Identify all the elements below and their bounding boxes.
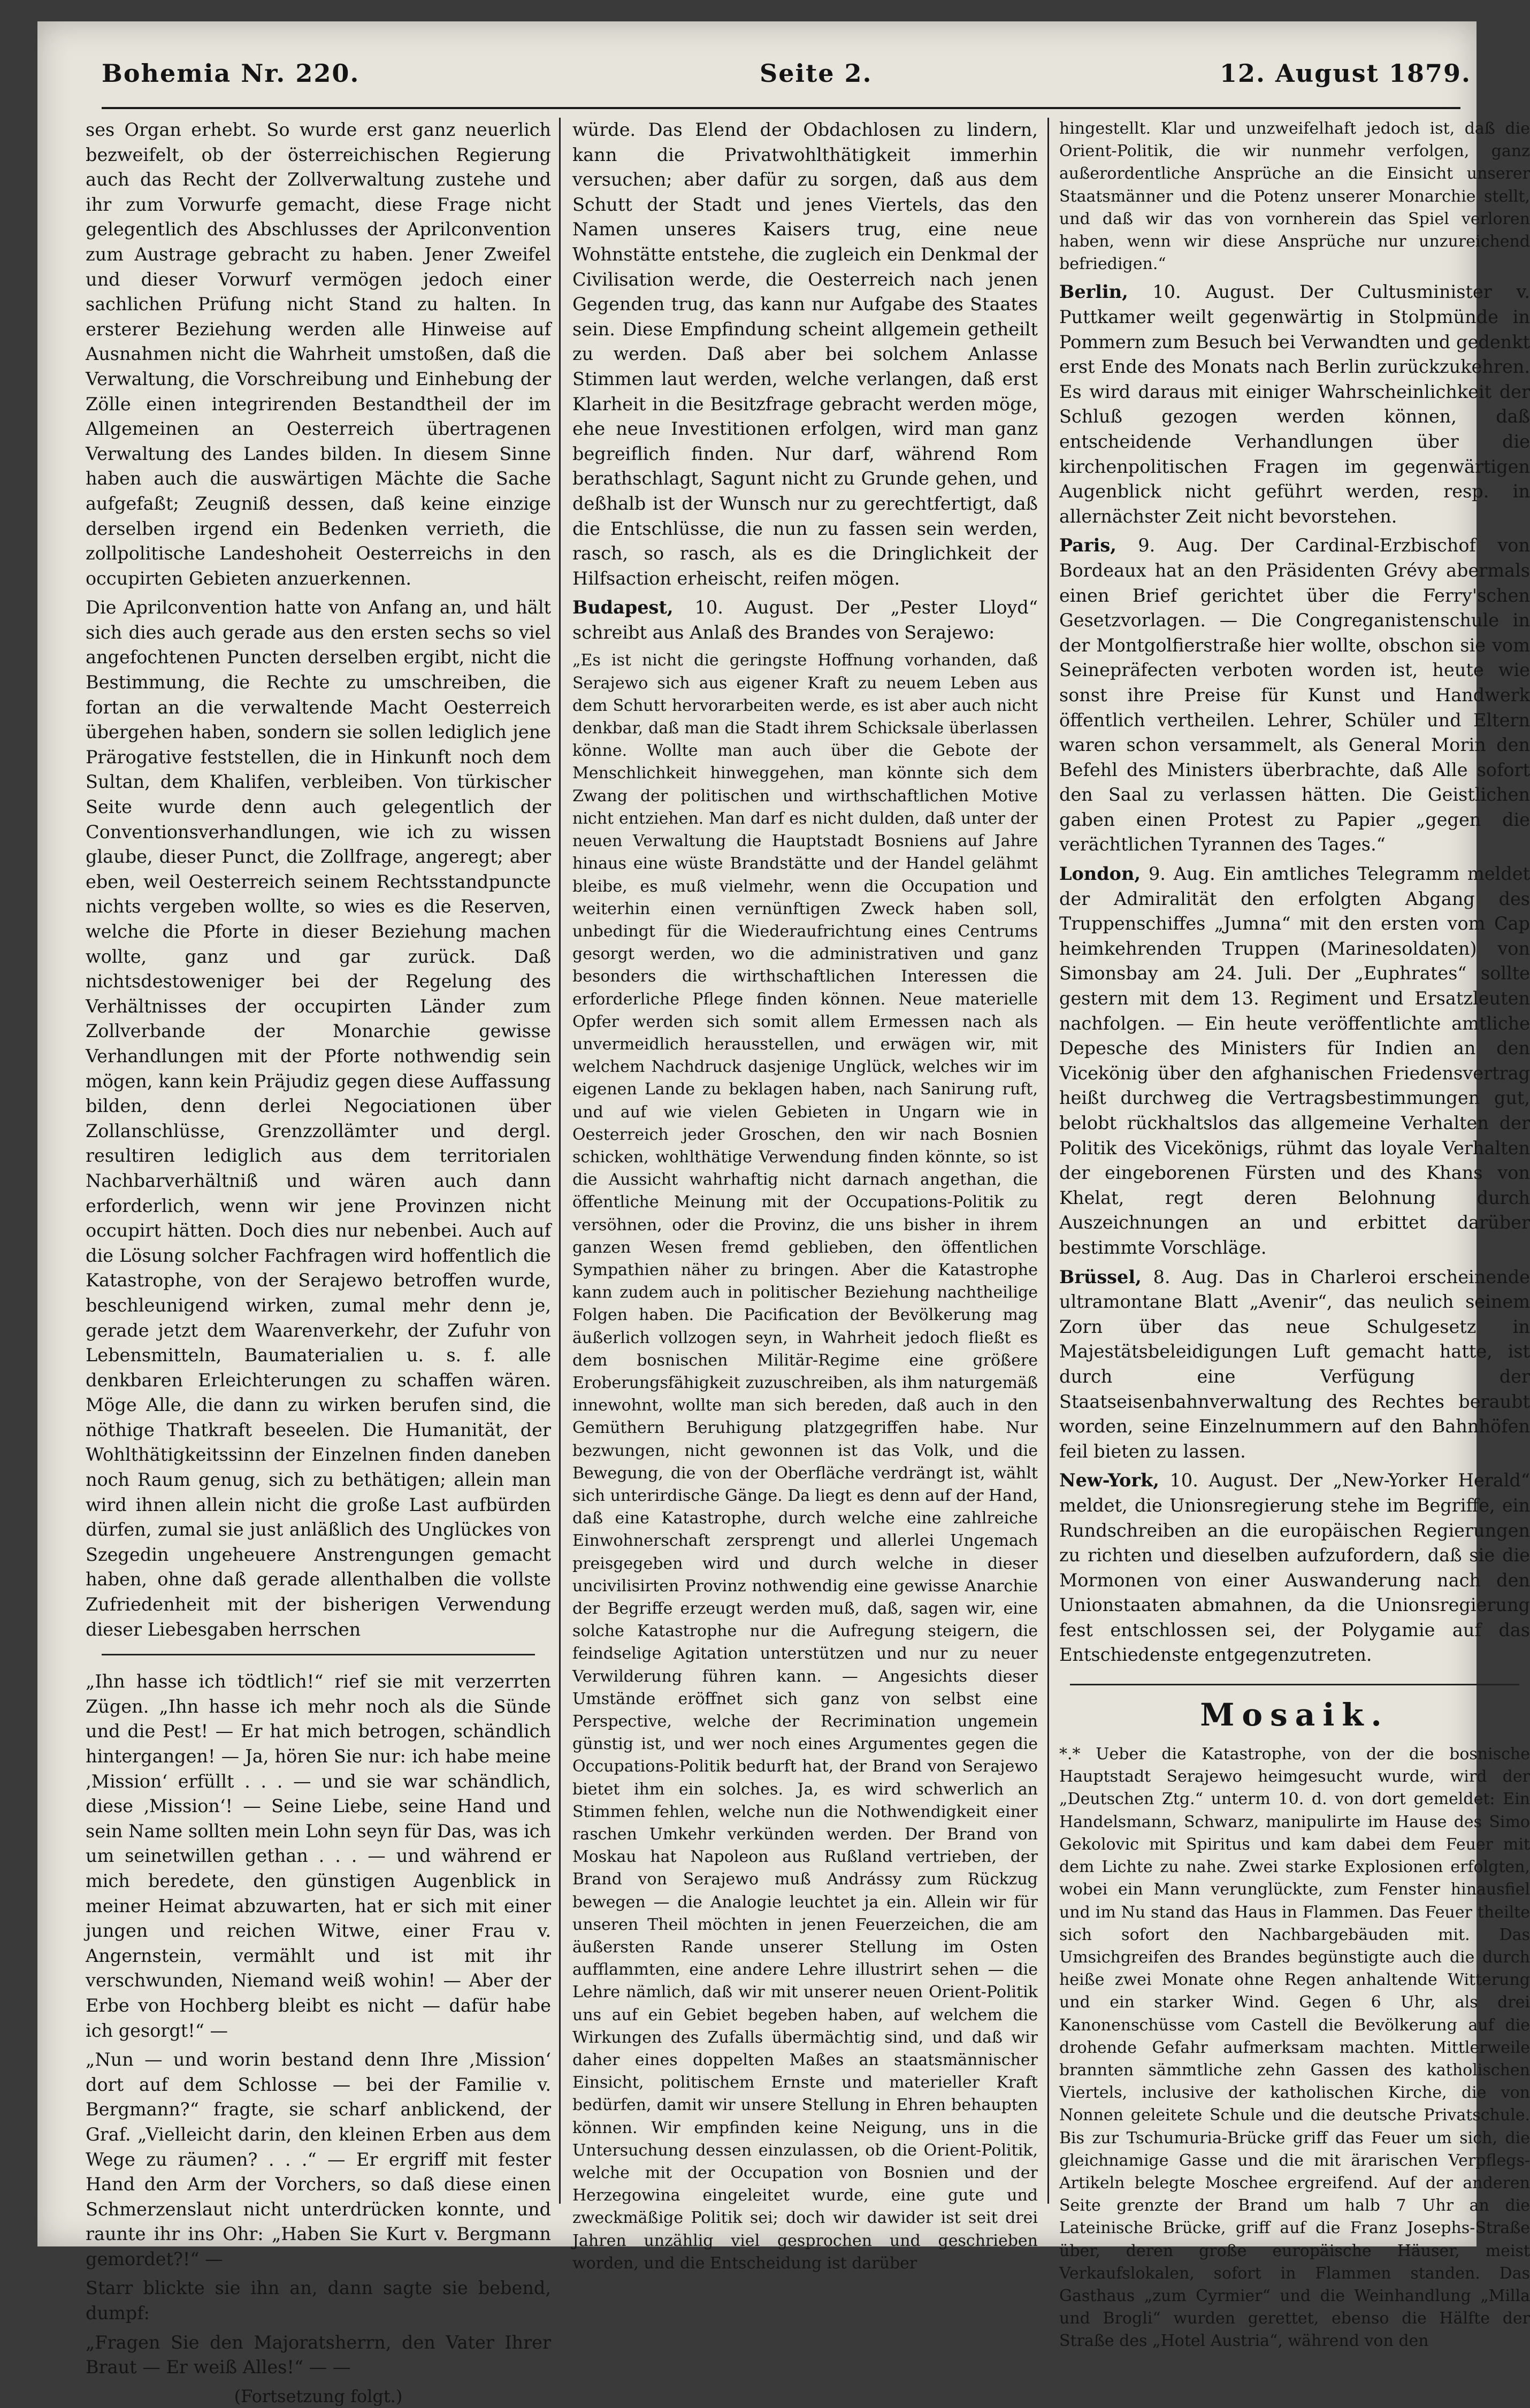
news-text: 10. August. Der Cultusminister v. Puttkamer weilt gegenwärtig in Stolpmünde in Pommern zum Besuch bei Verwandten und gedenkt erst Ende des Monats nach Berlin zurückzukehren. Es wird daraus mit einiger Wahrscheinlichkeit der Schluß gezogen werden können, daß entscheidende Verhandlungen über die kirchenpolitischen Fragen im gegenwärtigen Augenblick nicht geführt werden, resp. in allernächster Zeit nicht bevorstehen.: [1059, 281, 1530, 527]
newspaper-page: [37, 21, 1530, 2406]
feuilleton-paragraph: „Ihn hasse ich tödtlich!“ rief sie mit verzerrten Zügen. „Ihn hasse ich mehr noch als die Sünde und die Pest! — Er hat mich betrogen, schändlich hintergangen! — Ja, hören Sie nur: ich habe meine ‚Mission‘ erfüllt . . . — und sie war schändlich, diese ‚Mission‘! — Seine Liebe, seine Hand und sein Name sollten mein Lohn seyn für Das, was ich um seinetwillen gethan . . . — und während er mich beredete, den günstigen Augenblick in meiner Heimat abzuwarten, hat er sich mit einer jungen und reichen Witwe, einer Frau v. Angernstein, vermählt und ist mit ihr verschwunden, Niemand weiß wohin! — Aber der Erbe von Hochberg bleibt es nicht — dafür habe ich gesorgt!“ —: [86, 1671, 551, 2041]
feuilleton-paragraph: „Nun — und worin bestand denn Ihre ‚Mission‘ dort auf dem Schlosse — bei der Familie v. Bergmann?“ fragte, sie scharf anblickend, der Graf. „Vielleicht darin, den kleinen Erben aus dem Wege zu räumen? . . .“ — Er ergriff mit fester Hand den Arm der Vorchers, so daß diese einen Schmerzenslaut nicht unterdrücken konnte, und raunte ihr ins Ohr: „Haben Sie Kurt v. Bergmann gemordet?!“ —: [86, 2049, 551, 2269]
column-2: [572, 118, 1038, 2273]
news-text: 8. Aug. Das in Charleroi erscheinende ultramontane Blatt „Avenir“, das neulich seinem Zorn über das neue Schulgesetz in Majestätsbeleidigungen Luft gemacht hatte, ist durch eine Verfügung der Staatseisenbahnverwaltung des Rechtes beraubt worden, seine Einzelnummern auf den Bahnhöfen feil bieten zu lassen.: [1059, 1266, 1530, 1462]
header-rule: [102, 107, 1460, 109]
mosaik-paragraph: *.* Ueber die Katastrophe, von der die bosnische Hauptstadt Serajewo heimgesucht wurde, wird der „Deutschen Ztg.“ unterm 10. d. von dort gemeldet: Ein Handelsmann, Schwarz, manipulirte im Hause des Simo Gekolovic mit Spiritus und kam dabei dem Feuer mit dem Lichte zu nahe. Zwei starke Explosionen erfolgten, wobei ein Mann verunglückte, zum Fenster hinausfiel und im Nu stand das Haus in Flammen. Das Feuer theilte sich sofort den Nachbargebäuden mit. Das Umsichgreifen des Brandes begünstigte auch die durch heiße zwei Monate ohne Regen anhaltende Witterung und ein starker Wind. Gegen 6 Uhr, als drei Kanonenschüsse vom Castell die Bevölkerung auf die drohende Gefahr aufmerksam machten. Mittlerweile brannten sämmtliche zehn Gassen des katholischen Viertels, inclusive der katholischen Kirche, die von Nonnen geleitete Schule und die deutsche Privatschule. Bis zur Tschumuria-Brücke griff das Feuer um sich, die gleichnamige Gasse und die mit ärarischen Verpflegs-Artikeln belegte Moschee ergreifend. Auf der anderen Seite grenzte der Brand um halb 7 Uhr an die Lateinische Brücke, griff auf die Franz Josephs-Straße über, deren große europäische Häuser, meist Verkaufslokalen, sofort in Flammen standen. Das Gasthaus „zum Cyrmier“ und die Weinhandlung „Milla und Brogli“ wurden gerettet, ebenso die Hälfte der Straße des „Hotel Austria“, während von den: [1059, 1745, 1530, 2351]
news-item: [1059, 862, 1530, 1261]
dateline-text: 10. August. Der „Pester Lloyd“ schreibt aus Anlaß des Brandes von Serajewo:: [572, 597, 1038, 643]
dateline-place: Berlin,: [1059, 281, 1128, 303]
article-paragraph: Die Aprilconvention hatte von Anfang an, und hält sich dies auch gerade aus den ersten sechs so viel angefochtenen Puncten derselben ergibt, nicht die Bestimmung, die Rechte zu umschreiben, die fortan an die verwaltende Macht Oesterreich übergehen haben, sondern sie sollen lediglich jene Prärogative feststellen, die in Hinkunft noch dem Sultan, dem Khalifen, verbleiben. Von türkischer Seite wurde denn auch gelegentlich der Conventionsverhandlungen, wie ich zu wissen glaube, dieser Punct, die Zollfrage, angeregt; aber eben, weil Oesterreich seinem Rechtsstandpuncte nichts vergeben wollte, so wies es die Reserven, welche die Pforte in dieser Beziehung machen wollte, ganz und gar zurück. Daß nichtsdestoweniger bei der Regelung des Verhältnisses der occupirten Länder zum Zollverbande der Monarchie gewisse Verhandlungen mit der Pforte nothwendig sein mögen, kann kein Präjudiz gegen diese Auffassung bilden, denn derlei Negociationen über Zollanschlüsse, Grenzzollämter und dergl. resultiren lediglich aus dem territorialen Nachbarverhältniß und wären auch dann erforderlich, wenn wir jene Provinzen nicht occupirt hätten. Doch dies nur nebenbei. Auch auf die Lösung solcher Fachfragen wird hoffentlich die Katastrophe, von der Serajewo betroffen wurde, beschleunigend wirken, zumal mehr denn je, gerade jetzt dem Waarenverkehr, der Zufuhr von Lebensmitteln, Baumaterialien u. s. f. alle denkbaren Erleichterungen zu schaffen wären. Möge Alle, die dann zu wirken berufen sind, die nöthige Thatkraft beseelen. Die Humanität, der Wohlthätigkeitssinn der Einzelnen finden daneben noch Raum genug, sich zu bethätigen; allein man wird ihnen allein nicht die große Last aufbürden dürfen, zumal sie just anläßlich des Unglückes von Szegedin ungeheuere Anstrengungen gemacht haben, ohne daß gerade allenthalben die vollste Zufriedenheit mit der bisherigen Verwendung dieser Liebesgaben herrschen: [86, 597, 551, 1640]
news-item: [1059, 533, 1530, 857]
column-1: [86, 118, 551, 2406]
news-text: 9. Aug. Der Cardinal-Erzbischof von Bordeaux hat an den Präsidenten Grévy abermals einen Brief gerichtet über die Ferry'schen Gesetzvorlagen. — Die Congreganistenschule in der Montgolfierstraße hier wollte, obschon sie vom Seinepräfecten verboten worden ist, heute wie sonst ihre Preise für Kunst und Handwerk öffentlich vertheilen. Lehrer, Schüler und Eltern waren schon versammelt, als General Morin den Befehl des Ministers überbrachte, daß Alle sofort den Saal zu verlassen hätten. Die Geistlichen gaben einen Protest zu Papier „gegen die verächtlichen Tyrannen des Tages.“: [1059, 535, 1530, 855]
quoted-article-end: hingestellt. Klar und unzweifelhaft jedoch ist, daß die Orient-Politik, die wir nunmehr verfolgen, ganz außerordentliche Ansprüche an die Einsicht unserer Staatsmänner und die Potenz unserer Monarchie stellt, und daß wir das von vornherein das Spiel verloren haben, wenn wir diese Ansprüche nur unzureichend befriedigen.“: [1059, 119, 1530, 274]
column-rule-1: [559, 118, 561, 2204]
dateline-place: Budapest,: [572, 597, 674, 618]
section-title: Mosaik.: [1200, 1697, 1389, 1734]
article-paragraph: ses Organ erhebt. So wurde erst ganz neuerlich bezweifelt, ob der österreichischen Regierung auch das Recht der Zollverwaltung zustehe und ihr zum Vorwurfe gemacht, diese Frage nicht gelegentlich des Abschlusses der Aprilconvention zum Austrage gebracht zu haben. Jener Zweifel und dieser Vorwurf vermögen jedoch einer sachlichen Prüfung nicht Stand zu halten. In ersterer Beziehung werden alle Hinweise auf Ausnahmen nicht die Wahrheit umstoßen, daß die Verwaltung, die Vorschreibung und Einhebung der Zölle einen integrirenden Bestandtheil der im Allgemeinen an Oesterreich übertragenen Verwaltung des Landes bilden. In diesem Sinne haben auch die auswärtigen Mächte die Sache aufgefaßt; Zeugniß dessen, daß keine einzige derselben irgend ein Bedenken verrieth, die zollpolitische Landeshoheit Oesterreichs in den occupirten Gebieten anzuerkennen.: [86, 119, 551, 589]
news-item: [1059, 1468, 1530, 1668]
quoted-article: „Es ist nicht die geringste Hoffnung vorhanden, daß Serajewo sich aus eigener Kraft zu neuem Leben aus dem Schutt hervorarbeiten werde, es ist aber auch nicht denkbar, daß man die Stadt ihrem Schicksale überlassen könne. Wollte man auch über die Gebote der Menschlichkeit hinweggehen, man könnte sich dem Zwang der politischen und wirthschaftlichen Motive nicht entziehen. Man darf es nicht dulden, daß unter der neuen Verwaltung die Hauptstadt Bosniens auf Jahre hinaus eine wüste Brandstätte und der Handel gelähmt bleibe, es muß vielmehr, wenn die Occupation und weiterhin einen vernünftigen Zweck haben soll, unbedingt für die Wiederaufrichtung eines Centrums gesorgt werden, wo die administrativen und ganz besonders die wirthschaftlichen Interessen die erforderliche Pflege finden können. Neue materielle Opfer werden sich somit allem Ermessen nach als unvermeidlich herausstellen, und erwägen wir, mit welchem Nachdruck dasjenige Unglück, welches wir im eigenen Lande zu beklagen haben, nach Sanirung ruft, und auf wie vielen Gebieten in Ungarn wie in Oesterreich jeder Groschen, den wir nach Bosnien schicken, wohlthätige Verwendung finden könnte, so ist die Aussicht wahrhaftig nicht darnach angethan, die öffentliche Meinung mit der Occupations-Politik zu versöhnen, oder die Provinz, die uns bisher in ihrem ganzen Wesen fremd geblieben, den öffentlichen Sympathien näher zu bringen. Aber die Katastrophe kann zudem auch in politischer Beziehung nachtheilige Folgen haben. Die Pacification der Bevölkerung mag äußerlich vollzogen seyn, in Wahrheit jedoch fließt es dem bosnischen Militär-Regime eine größere Eroberungsfähigkeit zuzuschreiben, als ihm naturgemäß innewohnt, wollte man sich bereden, daß auch in den Gemüthern Beruhigung platzgegriffen habe. Nur bezwungen, nicht gewonnen ist das Volk, und die Bewegung, die von der Oberfläche verdrängt ist, wählt sich unterirdische Gänge. Da liegt es denn auf der Hand, daß eine Katastrophe, durch welche eine zahlreiche Einwohnerschaft zersprengt und allerlei Ungemach preisgegeben wird und durch welche in dieser uncivilisirten Provinz nothwendig eine gewisse Anarchie der Begriffe erzeugt werden muß, daß, sagen wir, eine solche Katastrophe nur die Aufregung steigern, die feindselige Agitation unterstützen und nur zu neuer Verwilderung führen kann. — Angesichts dieser Umstände eröffnet sich ganz von selbst eine Perspective, welche der Recrimination ungemein günstig ist, und wer noch eines Argumentes gegen die Occupations-Politik bedurft hat, der Brand von Serajewo bietet ihm ein solches. Ja, es wird schwerlich an Stimmen fehlen, welche nun die Nothwendigkeit einer raschen Umkehr verkünden werden. Der Brand von Moskau hat Napoleon aus Rußland vertrieben, der Brand von Serajewo muß Andrássy zum Rückzug bewegen — die Analogie leuchtet ja ein. Allein wir für unseren Theil möchten in jenen Feuerzeichen, die am äußersten Rande unserer Stellung im Osten aufflammten, eine andere Lehre illustrirt sehen — die Lehre nämlich, daß wir mit unserer neuen Orient-Politik uns auf ein Gebiet begeben haben, auf welchem die Wirkungen des Zufalls übermächtig sind, und daß wir daher eines doppelten Maßes an staatsmännischer Einsicht, politischem Ernste und materieller Kraft bedürfen, damit wir unsere Stellung in Ehren behaupten können. Wir empfinden keine Neigung, uns in die Untersuchung dessen einzulassen, ob die Orient-Politik, welche mit der Occupation von Bosnien und der Herzegowina eingeleitet wurde, eine gute und zweckmäßige Politik sei; doch wir dawider ist seit drei Jahren unzählig viel gesprochen und geschrieben worden, und die Entscheidung ist darüber: [572, 651, 1038, 2273]
news-item-budapest: [572, 595, 1038, 645]
header-date: 12. August 1879.: [1220, 59, 1471, 88]
news-text: 9. Aug. Ein amtliches Telegramm meldet der Admiralität den erfolgten Abgang des Truppenschiffes „Jumna“ mit den ersten vom Cap heimkehrenden Truppen (Marinesoldaten) von Simonsbay am 24. Juli. Der „Euphrates“ sollte gestern mit dem 13. Regiment und Ersatzleuten nachfolgen. — Ein heute veröffentlichte amtliche Depesche des Ministers für Indien an den Vicekönig über den afghanischen Friedensvertrag heißt durchweg die Vertragsbestimmungen gut, belobt rückhaltslos das allgemeine Verhalten der Politik des Vicekönigs, rühmt das loyale Verhalten der eingeborenen Fürsten und des Khans von Khelat, regt deren Belohnung durch Auszeichnungen an und erbittet darüber bestimmte Vorschläge.: [1059, 863, 1530, 1258]
article-paragraph: würde. Das Elend der Obdachlosen zu lindern, kann die Privatwohlthätigkeit immerhin versuchen; aber dafür zu sorgen, daß aus dem Schutt der Stadt und jenes Viertels, das den Namen unseres Kaisers trug, eine neue Wohnstätte entstehe, die zugleich ein Denkmal der Civilisation werde, die Oesterreich nach jenen Gegenden trug, das kann nur Aufgabe des Staates sein. Diese Empfindung scheint allgemein getheilt zu werden. Daß aber bei solchem Anlasse Stimmen laut werden, welche verlangen, daß erst Klarheit in die Besitzfrage gebracht werden möge, ehe neue Investitionen erfolgen, wird man ganz begreiflich finden. Nur darf, während Rom berathschlagt, Sagunt nicht zu Grunde gehen, und deßhalb ist der Wunsch nur zu gerechtfertigt, daß die Entschlüsse, die nun zu fassen sein werden, rasch, so rasch, als es die Dringlichkeit der Hilfsaction erheischt, reifen mögen.: [572, 119, 1038, 589]
dateline-place: Brüssel,: [1059, 1266, 1142, 1287]
dateline-place: New-York,: [1059, 1470, 1159, 1491]
column-3: [1059, 118, 1530, 2351]
feuilleton-paragraph: Starr blickte sie ihn an, dann sagte sie bebend, dumpf:: [86, 2277, 551, 2324]
feuilleton-paragraph: „Fragen Sie den Majoratsherrn, den Vater Ihrer Braut — Er weiß Alles!“ — —: [86, 2332, 551, 2378]
page-header: [102, 53, 1471, 102]
feuilleton-separator: [102, 1654, 535, 1655]
news-item: [1059, 280, 1530, 529]
header-page-number: Seite 2.: [760, 59, 873, 88]
header-issue: Bohemia Nr. 220.: [102, 59, 360, 88]
dateline-place: London,: [1059, 863, 1141, 885]
column-rule-2: [1047, 118, 1049, 2204]
feuilleton-continued: (Fortsetzung folgt.): [234, 2386, 403, 2406]
news-item: [1059, 1265, 1530, 1464]
dateline-place: Paris,: [1059, 535, 1116, 556]
news-text: 10. August. Der „New-Yorker Herald“ meldet, die Unionsregierung stehe im Begriffe, ein Rundschreiben an die europäischen Regierungen zu richten und dieselben aufzufordern, daß sie die Mormonen von einer Auswanderung nach den Unionstaaten abmahnen, da die Unionsregierung fest entschlossen sei, der Polygamie auf das Entschiedenste entgegenzutreten.: [1059, 1470, 1530, 1666]
section-separator: [1070, 1684, 1519, 1685]
